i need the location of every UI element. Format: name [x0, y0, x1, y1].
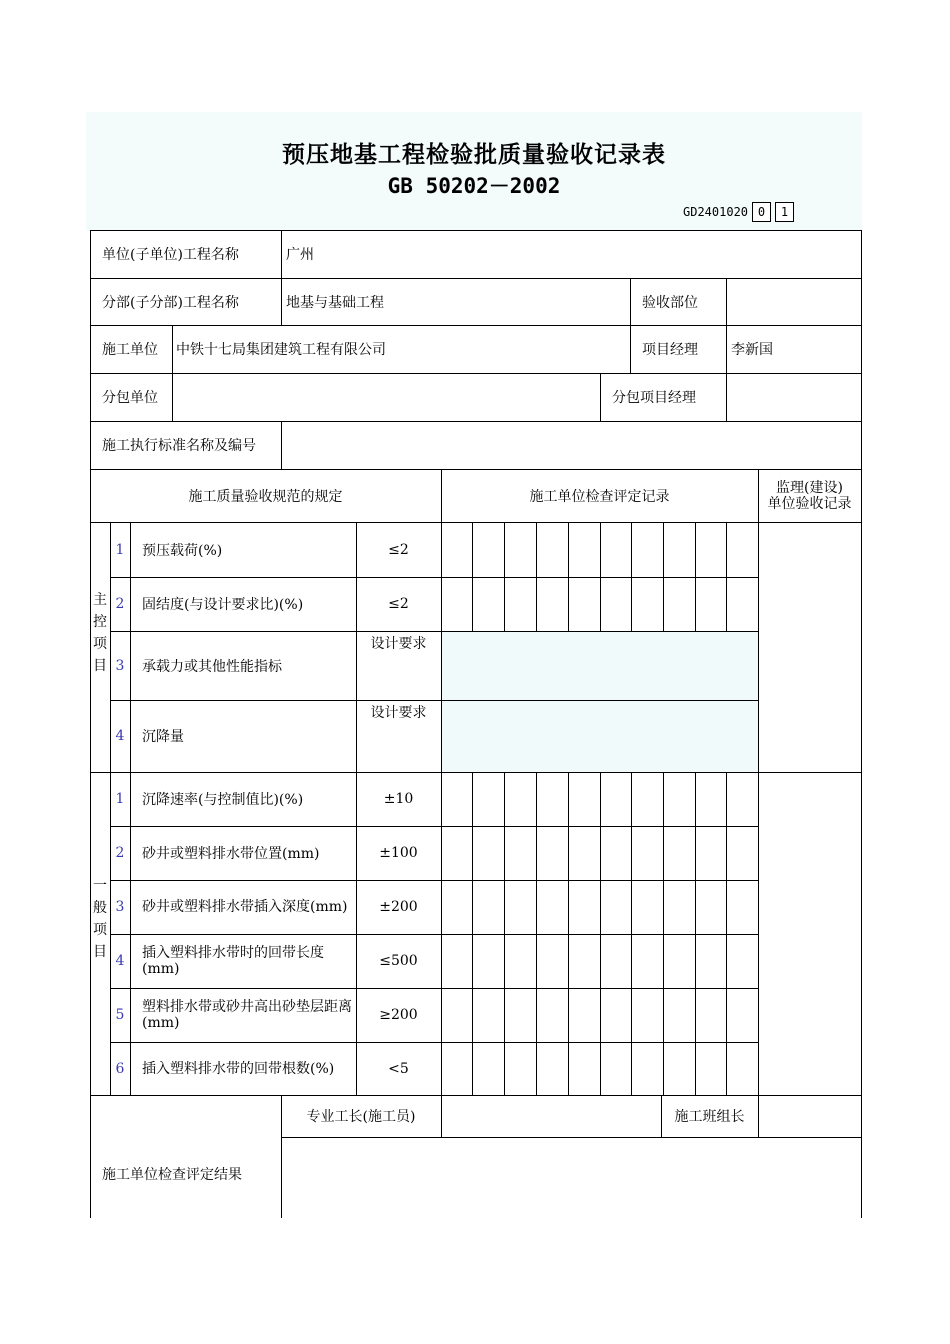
contractor-label: 施工单位 — [102, 342, 158, 358]
general-item-1-name: 沉降速率(与控制值比)(%) — [142, 792, 304, 808]
main-items-group-label: 主 控 项 目 — [93, 592, 107, 674]
general-item-4-name: 插入塑料排水带时的回带长度(mm) — [142, 945, 324, 977]
general-item-3-limit: ±200 — [379, 899, 418, 915]
general-item-4-no: 4 — [115, 953, 125, 969]
standard-name-label: 施工执行标准名称及编号 — [102, 438, 256, 454]
general-item-1-limit: ±10 — [383, 791, 414, 807]
general-item-2-limit: ±100 — [379, 845, 418, 861]
record-column-header: 施工单位检查评定记录 — [529, 488, 670, 505]
unit-project-value[interactable]: 广州 — [286, 247, 314, 263]
general-item-5-no: 5 — [115, 1007, 125, 1023]
sub-manager-value[interactable] — [731, 373, 859, 421]
general-item-1-no: 1 — [115, 791, 125, 807]
spec-column-header: 施工质量验收规范的规定 — [188, 488, 343, 505]
main-item-2-limit: ≤2 — [388, 596, 409, 612]
standard-code: GB 50202－2002 — [387, 174, 561, 198]
general-item-3-no: 3 — [115, 899, 125, 915]
general-item-3-name: 砂井或塑料排水带插入深度(mm) — [142, 899, 348, 915]
contractor-value[interactable]: 中铁十七局集团建筑工程有限公司 — [176, 342, 386, 358]
supervisor-column-header — [758, 469, 861, 522]
result-value[interactable] — [285, 1138, 857, 1216]
division-value[interactable]: 地基与基础工程 — [286, 294, 384, 311]
form-code — [683, 202, 794, 222]
general-items-group-label: 一 般 项 目 — [93, 878, 107, 960]
general-item-5-limit: ≥200 — [379, 1007, 418, 1023]
subcontractor-value[interactable] — [176, 373, 596, 421]
result-label: 施工单位检查评定结果 — [102, 1166, 242, 1183]
team-leader-label: 施工班组长 — [674, 1109, 745, 1125]
main-item-3-no: 3 — [115, 657, 125, 674]
foreman-label: 专业工长(施工员) — [306, 1109, 416, 1125]
general-item-6-no: 6 — [115, 1060, 125, 1077]
supervisor-header-line2: 单位验收记录 — [767, 495, 852, 512]
sub-manager-label: 分包项目经理 — [612, 390, 696, 406]
general-item-2-name: 砂井或塑料排水带位置(mm) — [142, 846, 320, 862]
main-item-1-no: 1 — [115, 541, 125, 558]
manager-value[interactable]: 李新国 — [731, 342, 773, 358]
form-code-prefix: GD2401020 — [683, 205, 749, 219]
main-item-1-name: 预压载荷(%) — [142, 542, 223, 559]
team-leader-value[interactable] — [762, 1095, 858, 1137]
main-item-3-name: 承载力或其他性能指标 — [142, 658, 282, 675]
general-item-2-no: 2 — [115, 845, 125, 861]
supervisor-header-line1: 监理(建设) — [776, 479, 843, 496]
general-item-6-name: 插入塑料排水带的回带根数(%) — [142, 1060, 335, 1077]
main-item-4-limit: 设计要求 — [370, 705, 427, 721]
general-item-4-limit: ≤500 — [379, 953, 418, 969]
form-code-box-2[interactable]: 1 — [775, 202, 794, 222]
form-code-box-1[interactable]: 0 — [752, 202, 771, 222]
main-item-3-limit: 设计要求 — [370, 636, 427, 652]
general-item-6-limit: <5 — [388, 1060, 409, 1077]
main-item-2-no: 2 — [115, 596, 125, 612]
main-item-4-name: 沉降量 — [142, 729, 184, 745]
standard-name-value[interactable] — [286, 421, 856, 469]
division-label: 分部(子分部)工程名称 — [102, 294, 239, 311]
main-item-2-name: 固结度(与设计要求比)(%) — [142, 597, 304, 613]
foreman-value[interactable] — [445, 1095, 657, 1137]
acceptance-part-label: 验收部位 — [642, 294, 698, 311]
form-title: 预压地基工程检验批质量验收记录表 — [282, 142, 666, 168]
general-item-5-name: 塑料排水带或砂井高出砂垫层距离(mm) — [142, 999, 352, 1031]
manager-label: 项目经理 — [642, 342, 698, 358]
subcontractor-label: 分包单位 — [102, 390, 158, 406]
shade-row-3 — [441, 632, 758, 700]
main-item-1-limit: ≤2 — [388, 541, 409, 558]
shade-row-4 — [441, 701, 758, 772]
main-item-4-no: 4 — [115, 728, 125, 744]
acceptance-part-value[interactable] — [731, 278, 859, 325]
unit-project-label: 单位(子单位)工程名称 — [102, 247, 239, 263]
